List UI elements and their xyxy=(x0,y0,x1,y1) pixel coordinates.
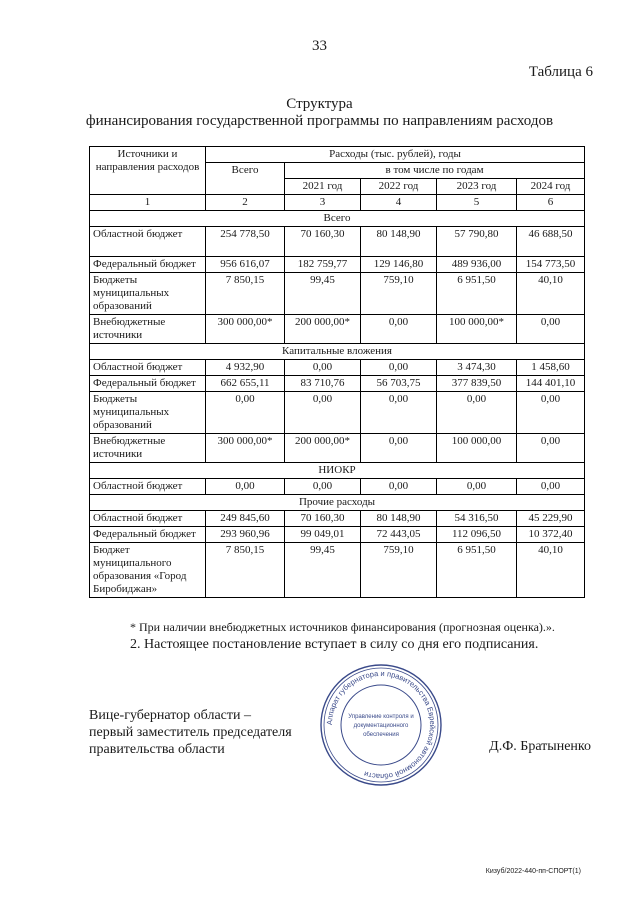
table-row xyxy=(90,273,585,315)
cell-value: 70 160,30 xyxy=(285,227,361,257)
cell-value: 99,45 xyxy=(285,543,361,598)
cell-value: 7 850,15 xyxy=(206,273,285,315)
row-label: Областной бюджет xyxy=(90,360,206,376)
header-year: 2023 год xyxy=(437,179,517,195)
cell-value: 99 049,01 xyxy=(285,527,361,543)
cell-value: 154 773,50 xyxy=(517,257,585,273)
table-title-line2: финансирования государственной программы по направлениям расходов xyxy=(85,113,554,129)
row-label: Областной бюджет xyxy=(90,227,206,257)
cell-value: 100 000,00* xyxy=(437,315,517,344)
cell-value: 6 951,50 xyxy=(437,543,517,598)
cell-value: 4 932,90 xyxy=(206,360,285,376)
cell-value: 0,00 xyxy=(361,360,437,376)
cell-value: 200 000,00* xyxy=(285,315,361,344)
cell-value: 249 845,60 xyxy=(206,511,285,527)
signer-position-line: первый заместитель председателя xyxy=(89,725,292,740)
cell-value: 0,00 xyxy=(285,479,361,495)
cell-value: 99,45 xyxy=(285,273,361,315)
row-label: Областной бюджет xyxy=(90,479,206,495)
cell-value: 0,00 xyxy=(361,392,437,434)
cell-value: 956 616,07 xyxy=(206,257,285,273)
table-row xyxy=(90,479,585,495)
cell-value: 0,00 xyxy=(361,479,437,495)
table-row xyxy=(90,543,585,598)
row-label: Бюджет муниципального образования «Город Биробиджан» xyxy=(90,543,206,598)
header-expenses: Расходы (тыс. рублей), годы xyxy=(206,147,585,163)
column-number: 4 xyxy=(361,195,437,211)
cell-value: 254 778,50 xyxy=(206,227,285,257)
cell-value: 57 790,80 xyxy=(437,227,517,257)
header-total: Всего xyxy=(206,163,285,195)
cell-value: 293 960,96 xyxy=(206,527,285,543)
cell-value: 3 474,30 xyxy=(437,360,517,376)
seal-inner-line: обеспечения xyxy=(363,732,399,738)
column-number: 5 xyxy=(437,195,517,211)
cell-value: 0,00 xyxy=(517,434,585,463)
cell-value: 72 443,05 xyxy=(361,527,437,543)
row-label: Федеральный бюджет xyxy=(90,257,206,273)
header-year: 2022 год xyxy=(361,179,437,195)
cell-value: 70 160,30 xyxy=(285,511,361,527)
cell-value: 10 372,40 xyxy=(517,527,585,543)
table-row xyxy=(90,227,585,257)
cell-value: 759,10 xyxy=(361,543,437,598)
column-number: 3 xyxy=(285,195,361,211)
cell-value: 0,00 xyxy=(285,392,361,434)
cell-value: 489 936,00 xyxy=(437,257,517,273)
financing-table xyxy=(89,146,585,598)
column-number: 1 xyxy=(90,195,206,211)
cell-value: 7 850,15 xyxy=(206,543,285,598)
cell-value: 144 401,10 xyxy=(517,376,585,392)
cell-value: 80 148,90 xyxy=(361,227,437,257)
row-label: Бюджеты муниципальных образований xyxy=(90,273,206,315)
cell-value: 80 148,90 xyxy=(361,511,437,527)
cell-value: 0,00 xyxy=(517,315,585,344)
seal-inner-line: документационного xyxy=(353,723,409,729)
row-label: Областной бюджет xyxy=(90,511,206,527)
cell-value: 0,00 xyxy=(517,392,585,434)
section-header-capital: Капитальные вложения xyxy=(90,344,585,360)
row-label: Внебюджетные источники xyxy=(90,434,206,463)
signer-name: Д.Ф. Братыненко xyxy=(489,739,591,754)
cell-value: 83 710,76 xyxy=(285,376,361,392)
table-row xyxy=(90,376,585,392)
cell-value: 0,00 xyxy=(437,392,517,434)
cell-value: 0,00 xyxy=(206,479,285,495)
signer-position xyxy=(89,707,292,758)
cell-value: 40,10 xyxy=(517,273,585,315)
cell-value: 300 000,00* xyxy=(206,315,285,344)
cell-value: 45 229,90 xyxy=(517,511,585,527)
cell-value: 182 759,77 xyxy=(285,257,361,273)
page-number: 33 xyxy=(312,38,327,54)
cell-value: 0,00 xyxy=(361,434,437,463)
cell-value: 0,00 xyxy=(437,479,517,495)
table-title-line1: Структура xyxy=(286,96,353,112)
official-seal-icon xyxy=(318,662,444,788)
table-row xyxy=(90,511,585,527)
cell-value: 0,00 xyxy=(517,479,585,495)
cell-value: 662 655,11 xyxy=(206,376,285,392)
row-label: Федеральный бюджет xyxy=(90,527,206,543)
cell-value: 0,00 xyxy=(285,360,361,376)
cell-value: 300 000,00* xyxy=(206,434,285,463)
section-header-research: НИОКР xyxy=(90,463,585,479)
cell-value: 200 000,00* xyxy=(285,434,361,463)
cell-value: 54 316,50 xyxy=(437,511,517,527)
signer-position-line: правительства области xyxy=(89,742,225,757)
row-label: Федеральный бюджет xyxy=(90,376,206,392)
table-row xyxy=(90,360,585,376)
cell-value: 377 839,50 xyxy=(437,376,517,392)
column-number: 6 xyxy=(517,195,585,211)
cell-value: 6 951,50 xyxy=(437,273,517,315)
header-sources: Источники и направления расходов xyxy=(90,147,206,195)
header-by-years: в том числе по годам xyxy=(285,163,585,179)
seal-inner-line: Управление контроля и xyxy=(348,714,414,720)
cell-value: 759,10 xyxy=(361,273,437,315)
footnote: * При наличии внебюджетных источников финансирования (прогнозная оценка).». xyxy=(130,620,555,634)
row-label: Бюджеты муниципальных образований xyxy=(90,392,206,434)
cell-value: 46 688,50 xyxy=(517,227,585,257)
table-title xyxy=(0,96,639,130)
table-row xyxy=(90,315,585,344)
table-row xyxy=(90,527,585,543)
column-number: 2 xyxy=(206,195,285,211)
section-header-total: Всего xyxy=(90,211,585,227)
table-row xyxy=(90,392,585,434)
cell-value: 40,10 xyxy=(517,543,585,598)
row-label: Внебюджетные источники xyxy=(90,315,206,344)
effective-clause: 2. Настоящее постановление вступает в силу со дня его подписания. xyxy=(130,637,539,652)
seal-outer-text: Аппарат губернатора и правительства Еврейской автономной области xyxy=(324,668,438,782)
cell-value: 0,00 xyxy=(361,315,437,344)
cell-value: 1 458,60 xyxy=(517,360,585,376)
cell-value: 112 096,50 xyxy=(437,527,517,543)
header-year: 2021 год xyxy=(285,179,361,195)
header-year: 2024 год xyxy=(517,179,585,195)
cell-value: 56 703,75 xyxy=(361,376,437,392)
cell-value: 129 146,80 xyxy=(361,257,437,273)
cell-value: 0,00 xyxy=(206,392,285,434)
footer-code: Кизуб/2022-440-пп-СПОРТ(1) xyxy=(485,868,581,875)
table-number: Таблица 6 xyxy=(528,64,593,80)
signer-position-line: Вице-губернатор области – xyxy=(89,708,251,723)
cell-value: 100 000,00 xyxy=(437,434,517,463)
section-header-other: Прочие расходы xyxy=(90,495,585,511)
table-row xyxy=(90,434,585,463)
table-row xyxy=(90,257,585,273)
